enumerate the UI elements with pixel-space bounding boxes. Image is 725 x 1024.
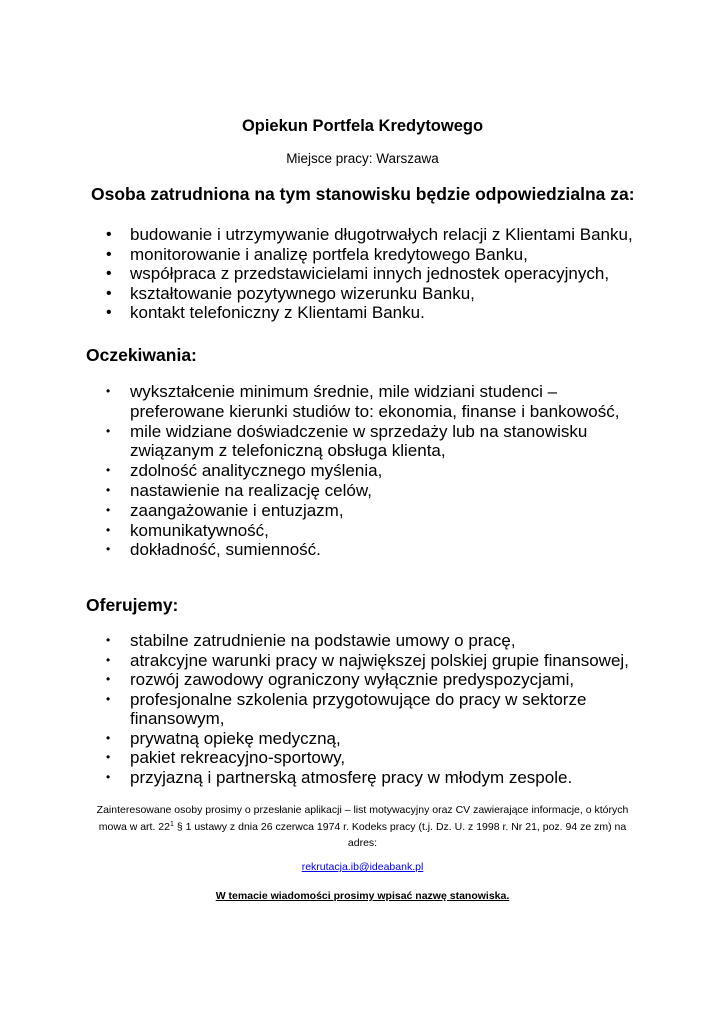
list-item: • monitorowanie i analizę portfela kredytowego Banku,: [106, 244, 528, 264]
list-item: • dokładność, sumienność.: [106, 540, 321, 560]
bullet-icon: •: [106, 304, 112, 321]
list-item: • rozwój zawodowy ograniczony wyłącznie predyspozycjami,: [106, 670, 575, 689]
list-item: • zdolność analitycznego myślenia,: [106, 461, 383, 481]
list-item-continuation: finansowym,: [130, 709, 225, 728]
list-item: • przyjazną i partnerską atmosferę pracy w młodym zespole.: [106, 767, 573, 787]
job-location: Miejsce pracy: Warszawa: [286, 151, 439, 166]
expectations-list: [106, 382, 620, 560]
offer-heading: Oferujemy:: [86, 595, 179, 615]
footnote-superscript: 1: [170, 820, 174, 828]
list-item: • atrakcyjne warunki pracy w największej polskiej grupie finansowej,: [106, 650, 629, 670]
bullet-icon: •: [106, 423, 111, 438]
email-link[interactable]: rekrutacja.ib@ideabank.pl: [301, 861, 424, 873]
list-item: • budowanie i utrzymywanie długotrwałych relacji z Klientami Banku,: [106, 225, 633, 244]
bullet-icon: •: [106, 482, 111, 497]
bullet-icon: •: [106, 502, 111, 517]
list-item: • wykształcenie minimum średnie, mile widziani studenci –: [106, 382, 558, 401]
bullet-icon: •: [106, 463, 111, 478]
bullet-icon: •: [106, 633, 111, 647]
bullet-icon: •: [106, 652, 111, 667]
list-item: • mile widziane doświadczenie w sprzedaży lub na stanowisku: [106, 421, 588, 441]
bullet-icon: •: [106, 245, 112, 263]
list-item: • prywatną opiekę medyczną,: [106, 728, 341, 748]
application-instructions: Zainteresowane osoby prosimy o przesłanie aplikacji – list motywacyjny oraz CV zawierające informacje, o których mowa w art. $22^1$ § 1 ustawy z dnia 26 czerwca 1974 r. Kodeks pracy (t.j. Dz. U. z 1998 r. Nr 21, poz. 94 ze zm) na adres:: [96, 804, 629, 849]
bullet-icon: •: [106, 750, 111, 764]
bullet-icon: •: [106, 226, 112, 243]
bullet-icon: •: [106, 522, 111, 537]
bullet-icon: •: [106, 284, 112, 302]
list-item: • współpraca z przedstawicielami innych jednostek operacyjnych,: [106, 264, 610, 283]
list-item: • komunikatywność,: [106, 520, 269, 540]
responsibilities-list: [106, 225, 633, 323]
bullet-icon: •: [106, 542, 111, 557]
list-item: • kształtowanie pozytywnego wizerunku Banku,: [106, 283, 475, 303]
bullet-icon: •: [106, 384, 111, 398]
bullet-icon: •: [106, 672, 111, 686]
expectations-heading: Oczekiwania:: [86, 345, 197, 365]
list-item: • stabilne zatrudnienie na podstawie umowy o pracę,: [106, 631, 516, 650]
subject-note: W temacie wiadomości prosimy wpisać nazwę stanowiska.: [215, 890, 510, 902]
list-item: • pakiet rekreacyjno-sportowy,: [106, 748, 346, 767]
list-item: • zaangażowanie i entuzjazm,: [106, 500, 344, 520]
list-item: • nastawienie na realizację celów,: [106, 480, 372, 500]
bullet-icon: •: [106, 730, 111, 745]
list-item-continuation: preferowane kierunki studiów to: ekonomia, finanse i bankowość,: [130, 401, 620, 421]
list-item-continuation: związanym z telefoniczną obsługa klienta,: [130, 441, 446, 461]
responsibilities-heading: Osoba zatrudniona na tym stanowisku będzie odpowiedzialna za:: [91, 184, 635, 204]
offer-list: [106, 631, 629, 787]
bullet-icon: •: [106, 769, 111, 784]
job-title: Opiekun Portfela Kredytowego: [241, 117, 484, 135]
bullet-icon: •: [106, 265, 112, 282]
email-container: [0, 861, 725, 873]
bullet-icon: •: [106, 691, 111, 706]
list-item: • profesjonalne szkolenia przygotowujące do pracy w sektorze: [106, 689, 587, 709]
list-item: • kontakt telefoniczny z Klientami Banku.: [106, 303, 425, 322]
